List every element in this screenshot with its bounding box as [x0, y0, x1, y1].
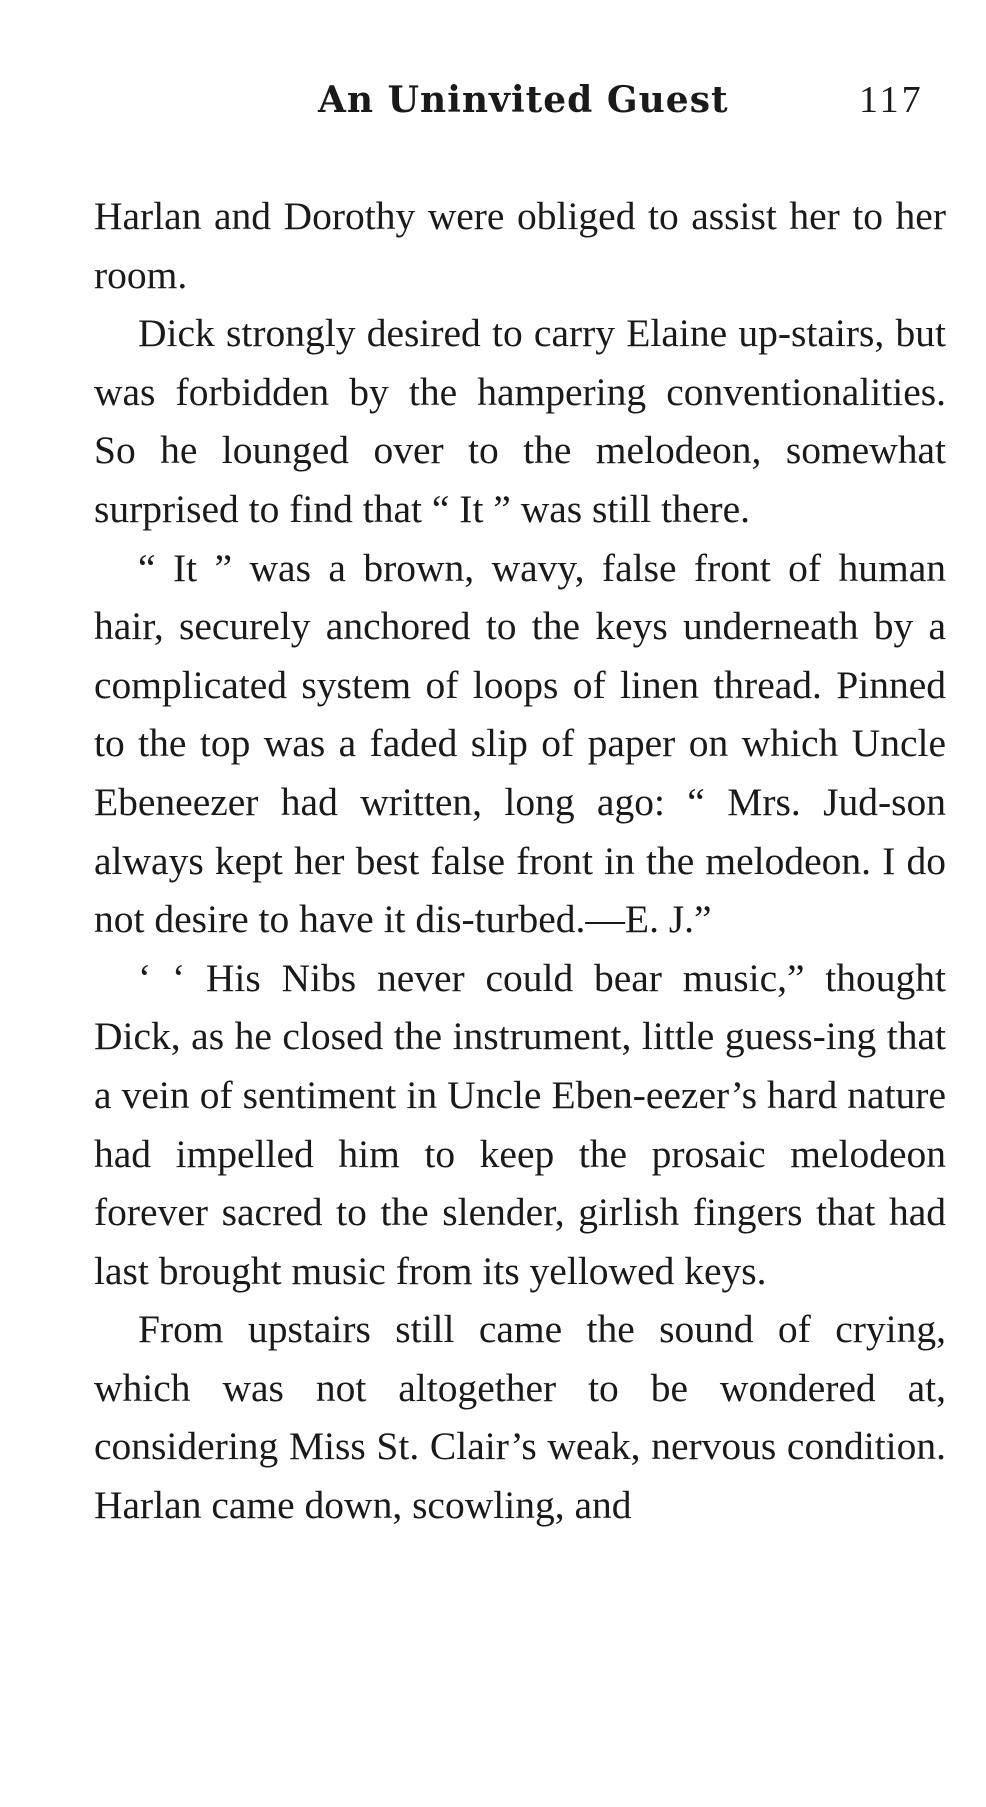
- paragraph-continuation: Harlan and Dorothy were obliged to assist her to her room.: [94, 194, 946, 297]
- paragraph: ‘ ‘ His Nibs never could bear music,” thought Dick, as he closed the instrument, little guess-ing that a vein of sentiment in Uncle Eben-eezer’s hard nature had impelled him to keep the prosaic melodeon forever sacred to the slender, girlish fingers that had last brought music from its yellowed keys.: [94, 955, 946, 1293]
- running-head: [0, 70, 986, 130]
- page-number: 117: [859, 79, 924, 121]
- running-head-title: An Uninvited Guest: [318, 79, 729, 121]
- body-text: [94, 187, 946, 1535]
- paragraph: “ It ” was a brown, wavy, false front of human hair, securely anchored to the keys underneath by a complicated system of loops of linen thread. Pinned to the top was a faded slip of paper on which Uncle Ebeneezer had written, long ago: “ Mrs. Jud-son always kept her best false front in the melodeon. I do not desire to have it dis-turbed.—E. J.”: [94, 545, 946, 942]
- paragraph: Dick strongly desired to carry Elaine up-stairs, but was forbidden by the hampering conventionalities. So he lounged over to the melodeon, somewhat surprised to find that “ It ” was still there.: [94, 311, 946, 531]
- paragraph: From upstairs still came the sound of crying, which was not altogether to be wondered at, considering Miss St. Clair’s weak, nervous condition. Harlan came down, scowling, and: [94, 1307, 946, 1528]
